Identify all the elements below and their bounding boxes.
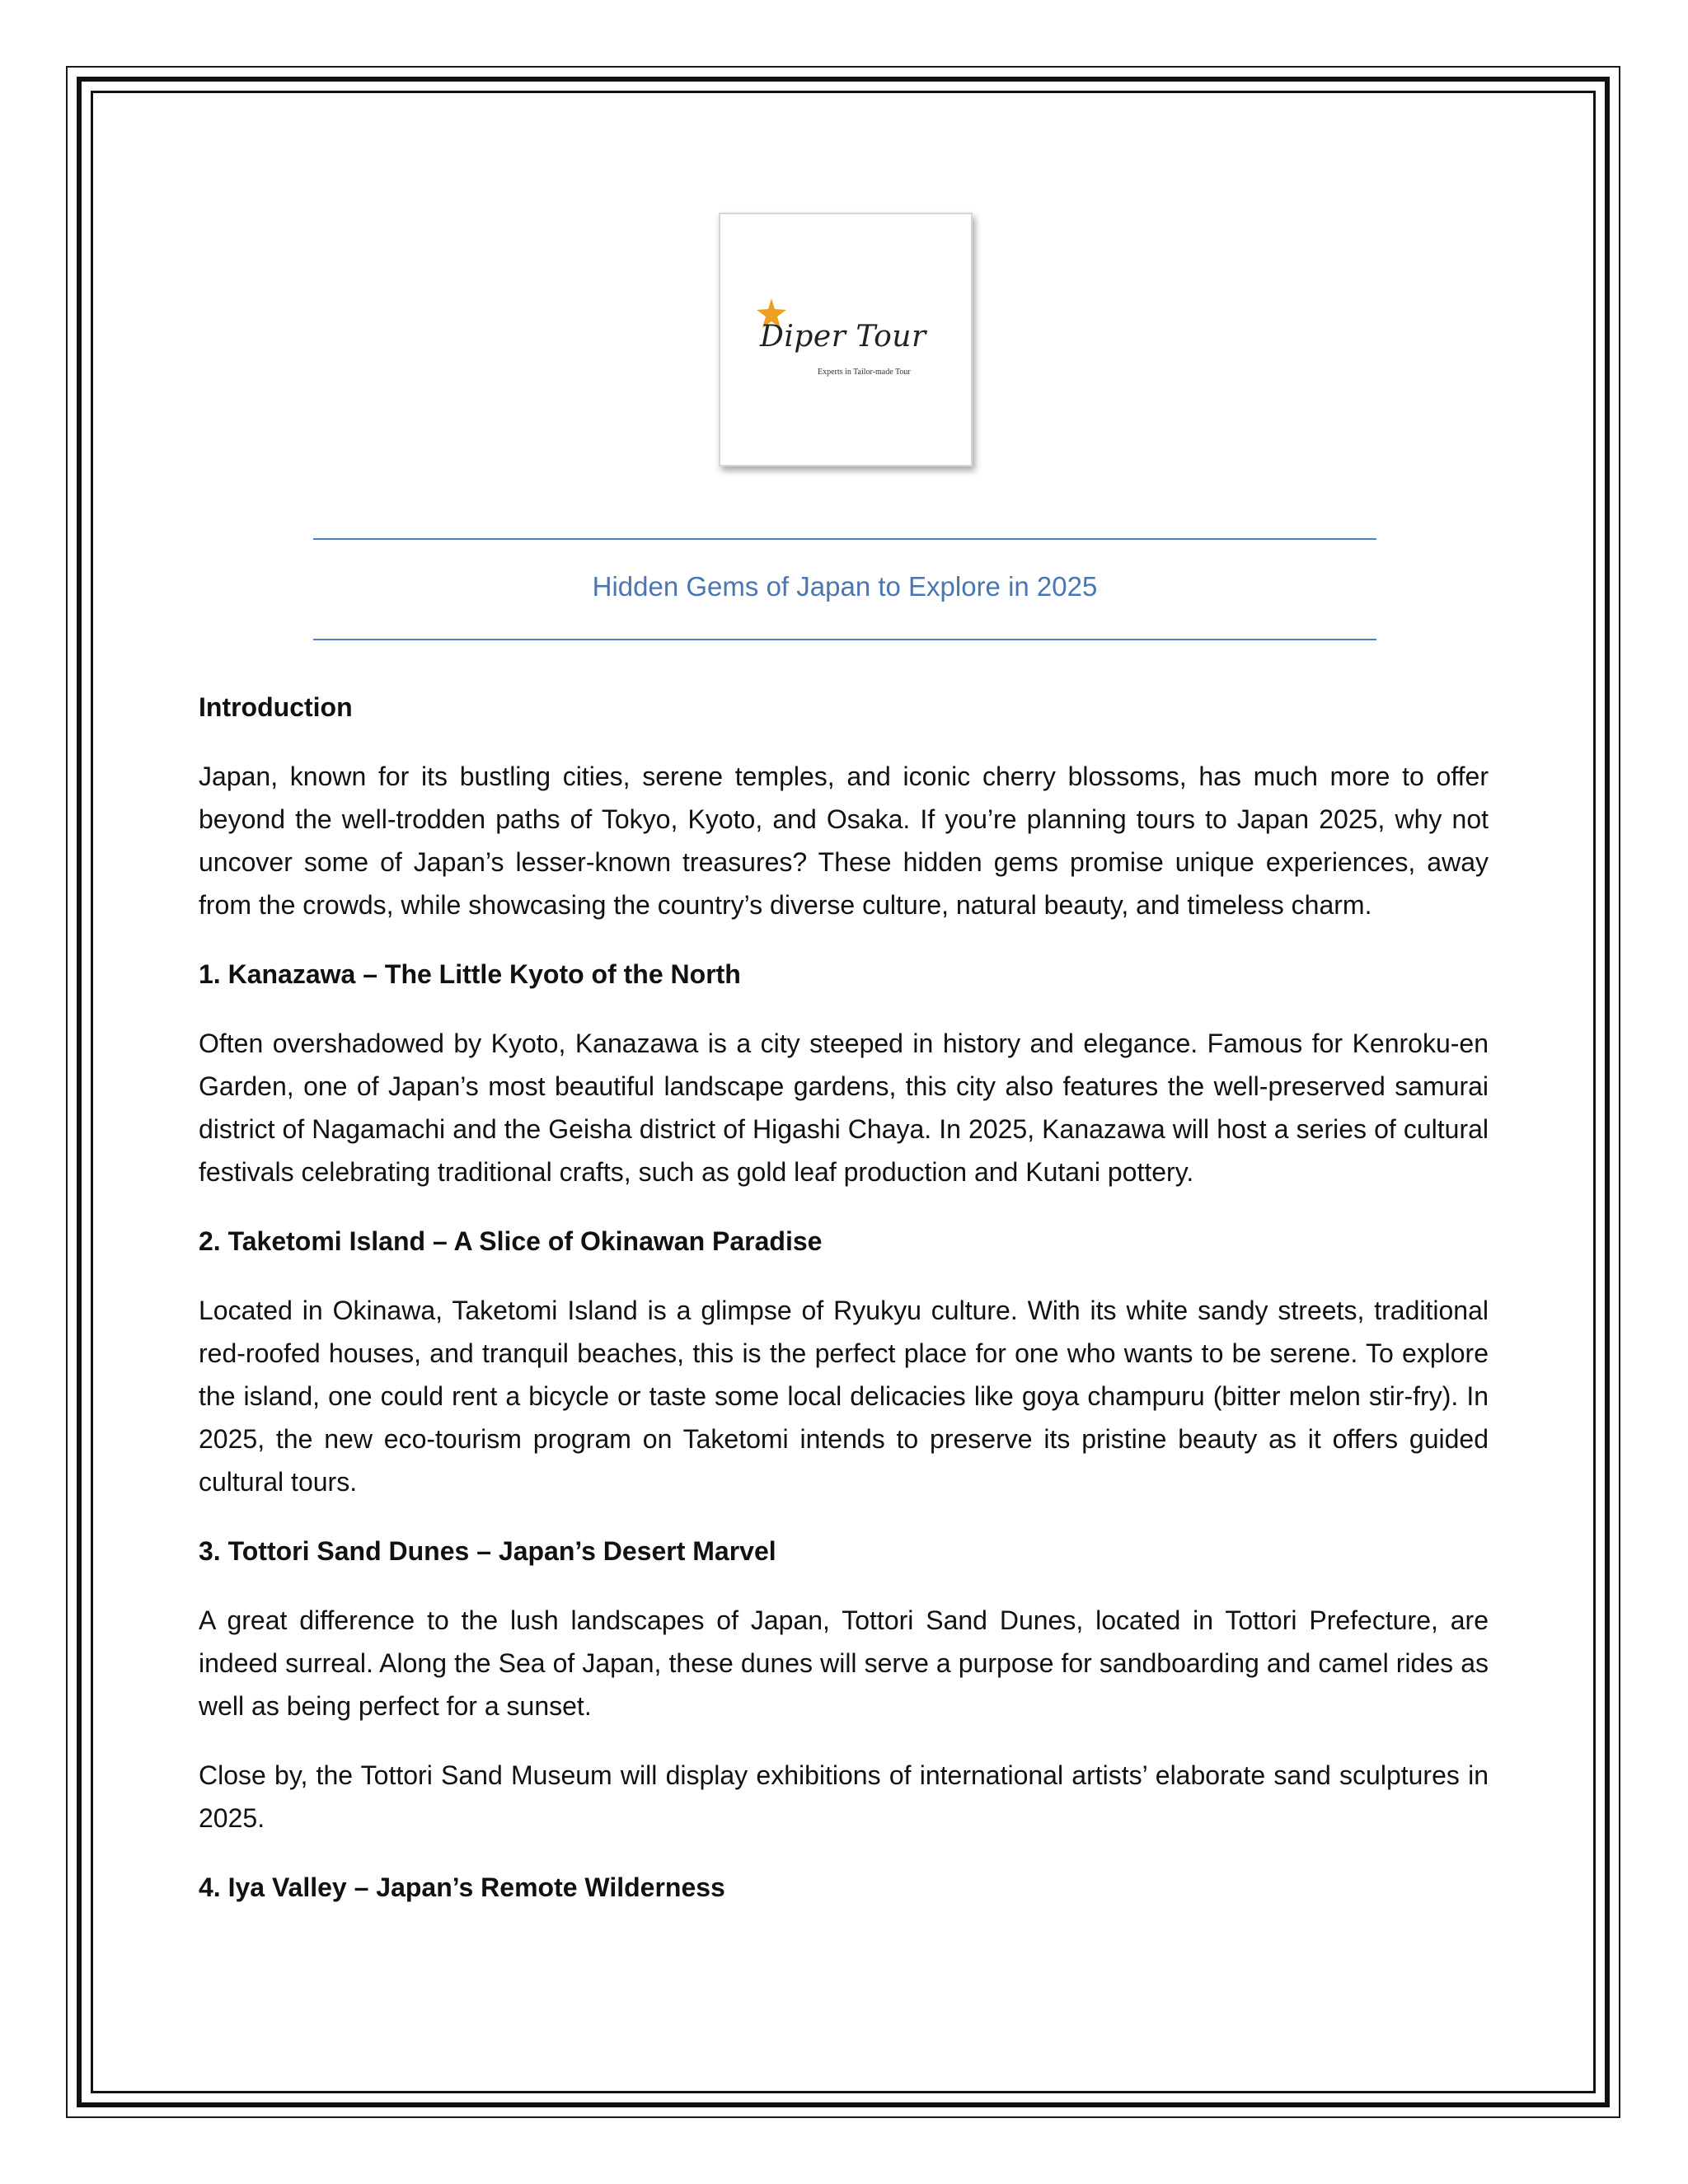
paragraph-tottori-1: A great difference to the lush landscapes of Japan, Tottori Sand Dunes, located in Tottori Prefecture, are indeed surreal. Along the Sea of Japan, these dunes will serve a purpose for sandboarding and camel rides as well as being perfect for a sunset. bbox=[199, 1605, 1489, 1721]
section-heading-tottori: 3. Tottori Sand Dunes – Japan’s Desert Marvel bbox=[199, 1536, 776, 1566]
section-heading-introduction: Introduction bbox=[199, 692, 353, 722]
company-logo bbox=[719, 213, 973, 466]
section-heading-taketomi: 2. Taketomi Island – A Slice of Okinawan Paradise bbox=[199, 1226, 823, 1256]
section-heading-iya-valley: 4. Iya Valley – Japan’s Remote Wilderness bbox=[199, 1872, 725, 1902]
logo-name: Diper Tour bbox=[760, 320, 926, 354]
paragraph-taketomi: Located in Okinawa, Taketomi Island is a glimpse of Ryukyu culture. With its white sandy streets, traditional red-roofed houses, and tranquil beaches, this is the perfect place for one who wants to be serene. To explore the island, one could rent a bicycle or taste some local delicacies like goya champuru (bitter melon stir-fry). In 2025, the new eco-tourism program on Taketomi intends to preserve its pristine beauty as it offers guided cultural tours. bbox=[199, 1296, 1489, 1497]
document-title: Hidden Gems of Japan to Explore in 2025 bbox=[592, 571, 1098, 602]
paragraph-introduction: Japan, known for its bustling cities, serene temples, and iconic cherry blossoms, has much more to offer beyond the well-trodden paths of Tokyo, Kyoto, and Osaka. If you’re planning tours to Japan 2025, why not uncover some of Japan’s lesser-known treasures? These hidden gems promise unique experiences, away from the crowds, while showcasing the country’s diverse culture, natural beauty, and timeless charm. bbox=[199, 762, 1489, 920]
title-rule-top bbox=[313, 538, 1376, 540]
title-rule-bottom bbox=[313, 639, 1376, 640]
paragraph-kanazawa: Often overshadowed by Kyoto, Kanazawa is a city steeped in history and elegance. Famous for Kenroku-en Garden, one of Japan’s most beautiful landscape gardens, this city also features the well-preserved samurai district of Nagamachi and the Geisha district of Higashi Chaya. In 2025, Kanazawa will host a series of cultural festivals celebrating traditional crafts, such as gold leaf production and Kutani pottery. bbox=[199, 1029, 1489, 1187]
logo-tagline: Experts in Tailor-made Tour bbox=[818, 368, 911, 377]
document-body bbox=[199, 686, 1489, 1909]
section-heading-kanazawa: 1. Kanazawa – The Little Kyoto of the North bbox=[199, 959, 741, 989]
paragraph-tottori-2: Close by, the Tottori Sand Museum will display exhibitions of international artists’ elaborate sand sculptures in 2025. bbox=[199, 1760, 1489, 1833]
